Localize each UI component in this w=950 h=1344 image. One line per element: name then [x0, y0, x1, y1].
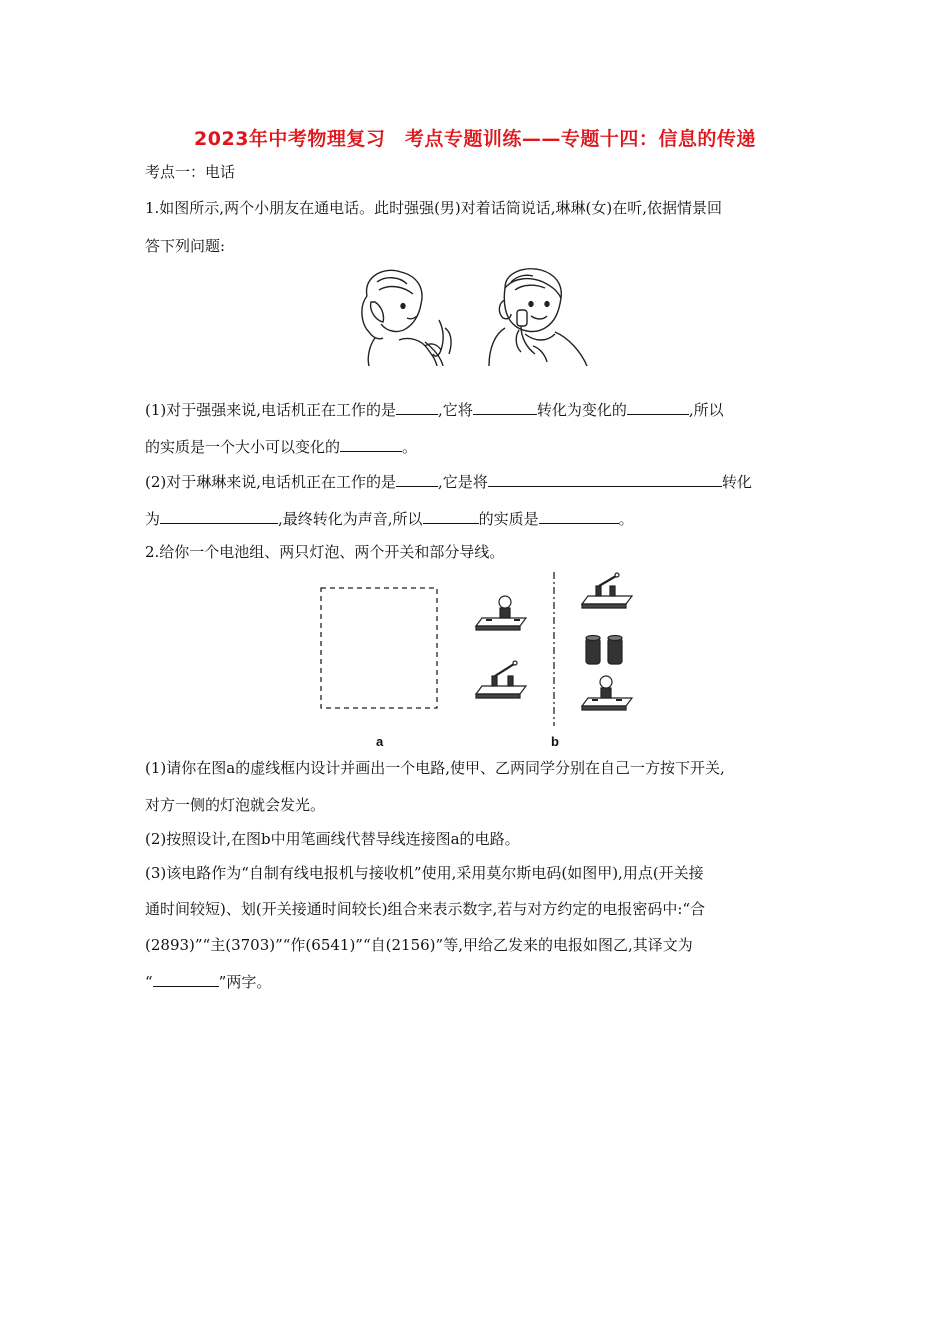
q1-part2-line1 [145, 471, 752, 492]
q1-stem-line2: 答下列问题: [145, 237, 226, 255]
answer-blank[interactable] [488, 471, 722, 487]
q1-p1-text-f: 。 [402, 438, 418, 456]
answer-blank[interactable] [340, 436, 402, 452]
q2-part3-line2: 通时间较短)、划(开关接通时间较长)组合来表示数字,若与对方约定的电报密码中:“合 [145, 900, 706, 918]
answer-blank[interactable] [396, 471, 438, 487]
figure-label-b: b [551, 734, 559, 749]
q2-part3-line4 [145, 971, 271, 992]
q1-p2-text-f: 的实质是 [478, 510, 539, 528]
answer-blank[interactable] [423, 508, 479, 524]
bulb-icon [476, 596, 526, 630]
answer-blank[interactable] [153, 971, 219, 987]
figure-label-a: a [376, 734, 384, 749]
phone-children-figure [355, 262, 595, 366]
boy-icon [489, 269, 587, 366]
q1-p1-text-b: ,它将 [438, 401, 473, 419]
q2-p3-tail: ”两字。 [218, 973, 272, 991]
page-title: 2023年中考物理复习 考点专题训练——专题十四：信息的传递 [194, 128, 756, 150]
q2-part3-line3: (2893)”“主(3703)”“作(6541)”“自(2156)”等,甲给乙发来的电报如图乙,其译文为 [145, 936, 693, 954]
q1-part1-line1 [145, 399, 724, 420]
battery-icon [586, 636, 622, 665]
q1-p1-text-e: 的实质是一个大小可以变化的 [145, 438, 341, 456]
answer-blank[interactable] [473, 399, 537, 415]
answer-blank[interactable] [627, 399, 689, 415]
q1-p2-text-d: 为 [145, 510, 161, 528]
q2-part1-line2: 对方一侧的灯泡就会发光。 [145, 796, 326, 814]
switch-icon [476, 661, 526, 698]
dashed-design-box [321, 588, 437, 708]
q1-part1-line2 [145, 436, 417, 457]
switch-icon [582, 573, 632, 608]
q2-part3-line1: (3)该电路作为“自制有线电报机与接收机”使用,采用莫尔斯电码(如图甲),用点(开关接 [145, 864, 704, 882]
q1-p2-text-e: ,最终转化为声音,所以 [278, 510, 423, 528]
q1-p1-text-c: 转化为变化的 [536, 401, 627, 419]
answer-blank[interactable] [539, 508, 619, 524]
bulb-icon [582, 676, 632, 710]
girl-icon [362, 270, 451, 366]
q1-p2-text-c: 转化 [721, 473, 752, 491]
q1-p1-text-d: ,所以 [688, 401, 724, 419]
answer-blank[interactable] [160, 508, 278, 524]
q1-p2-text-b: ,它是将 [438, 473, 488, 491]
q2-part1-line1: (1)请你在图a的虚线框内设计并画出一个电路,使甲、乙两同学分别在自己一方按下开关, [145, 759, 725, 777]
q1-p2-text-g: 。 [618, 510, 634, 528]
section-heading: 考点一：电话 [145, 163, 236, 181]
q1-p1-text-a: (1)对于强强来说,电话机正在工作的是 [145, 401, 397, 419]
q2-part2: (2)按照设计,在图b中用笔画线代替导线连接图a的电路。 [145, 830, 520, 848]
circuit-figure [310, 568, 650, 726]
answer-blank[interactable] [396, 399, 438, 415]
q1-stem-line1: 1.如图所示,两个小朋友在通电话。此时强强(男)对着话筒说话,琳琳(女)在听,依据情景回 [145, 199, 723, 217]
q1-part2-line2 [145, 508, 634, 529]
q2-stem: 2.给你一个电池组、两只灯泡、两个开关和部分导线。 [145, 543, 505, 561]
q1-p2-text-a: (2)对于琳琳来说,电话机正在工作的是 [145, 473, 397, 491]
open-quote: “ [145, 973, 153, 991]
